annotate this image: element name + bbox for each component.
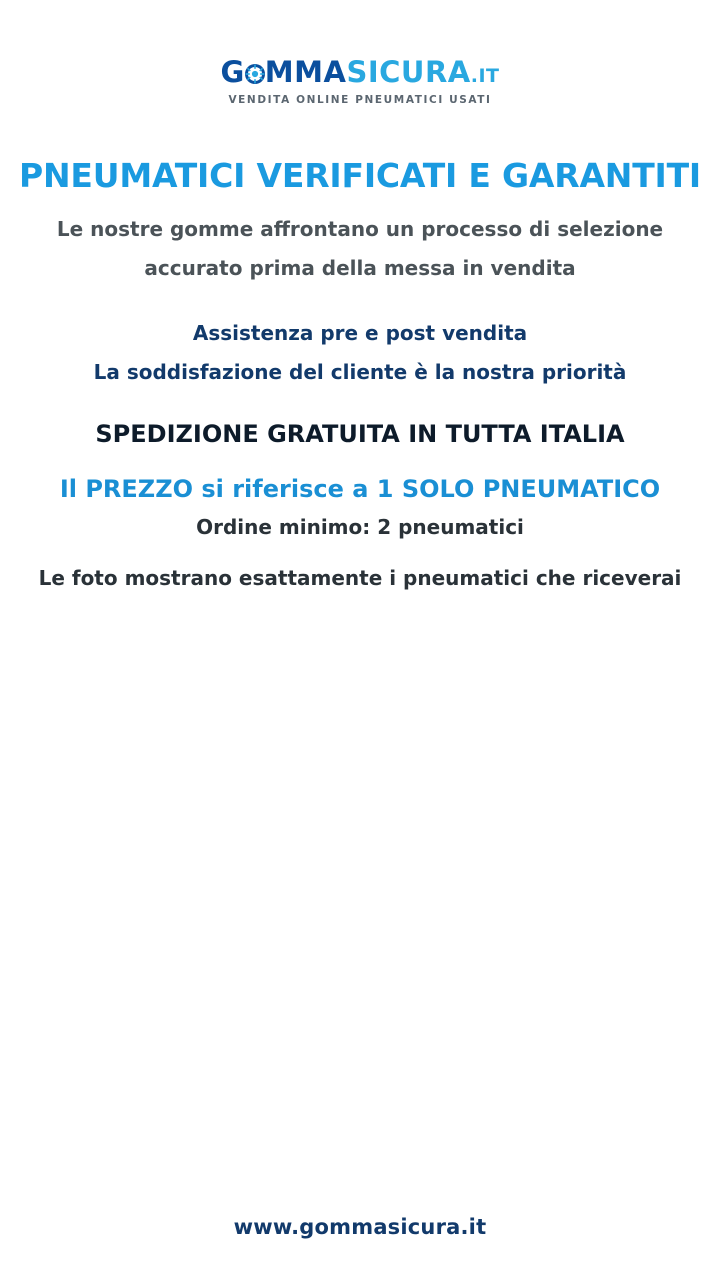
minimum-order-text: Ordine minimo: 2 pneumatici: [196, 515, 524, 540]
free-shipping-text: SPEDIZIONE GRATUITA IN TUTTA ITALIA: [95, 420, 625, 449]
logo-text-tld: .IT: [470, 65, 500, 87]
footer: [0, 1215, 720, 1239]
logo-tagline: VENDITA ONLINE PNEUMATICI USATI: [228, 94, 492, 106]
tire-wheel-icon: [244, 63, 266, 85]
logo-text-omma: MMA: [264, 55, 347, 89]
logo-text-sicura: SICURA: [346, 55, 471, 89]
assistance-line-2: La soddisfazione del cliente è la nostra priorità: [93, 360, 627, 385]
footer-website-url: www.gommasicura.it: [233, 1215, 487, 1239]
logo-wordmark: [220, 55, 500, 89]
selection-text-line-2: accurato prima della messa in vendita: [144, 256, 576, 281]
brand-logo: [0, 55, 720, 106]
page-headline: PNEUMATICI VERIFICATI E GARANTITI: [18, 156, 701, 195]
logo-text-g: G: [220, 55, 245, 89]
assistance-line-1: Assistenza pre e post vendita: [192, 321, 528, 346]
photos-disclaimer: Le foto mostrano esattamente i pneumatici che riceverai: [38, 566, 682, 591]
selection-text-line-1: Le nostre gomme affrontano un processo di selezione: [56, 217, 664, 242]
price-disclaimer: Il PREZZO si riferisce a 1 SOLO PNEUMATICO: [59, 475, 661, 504]
